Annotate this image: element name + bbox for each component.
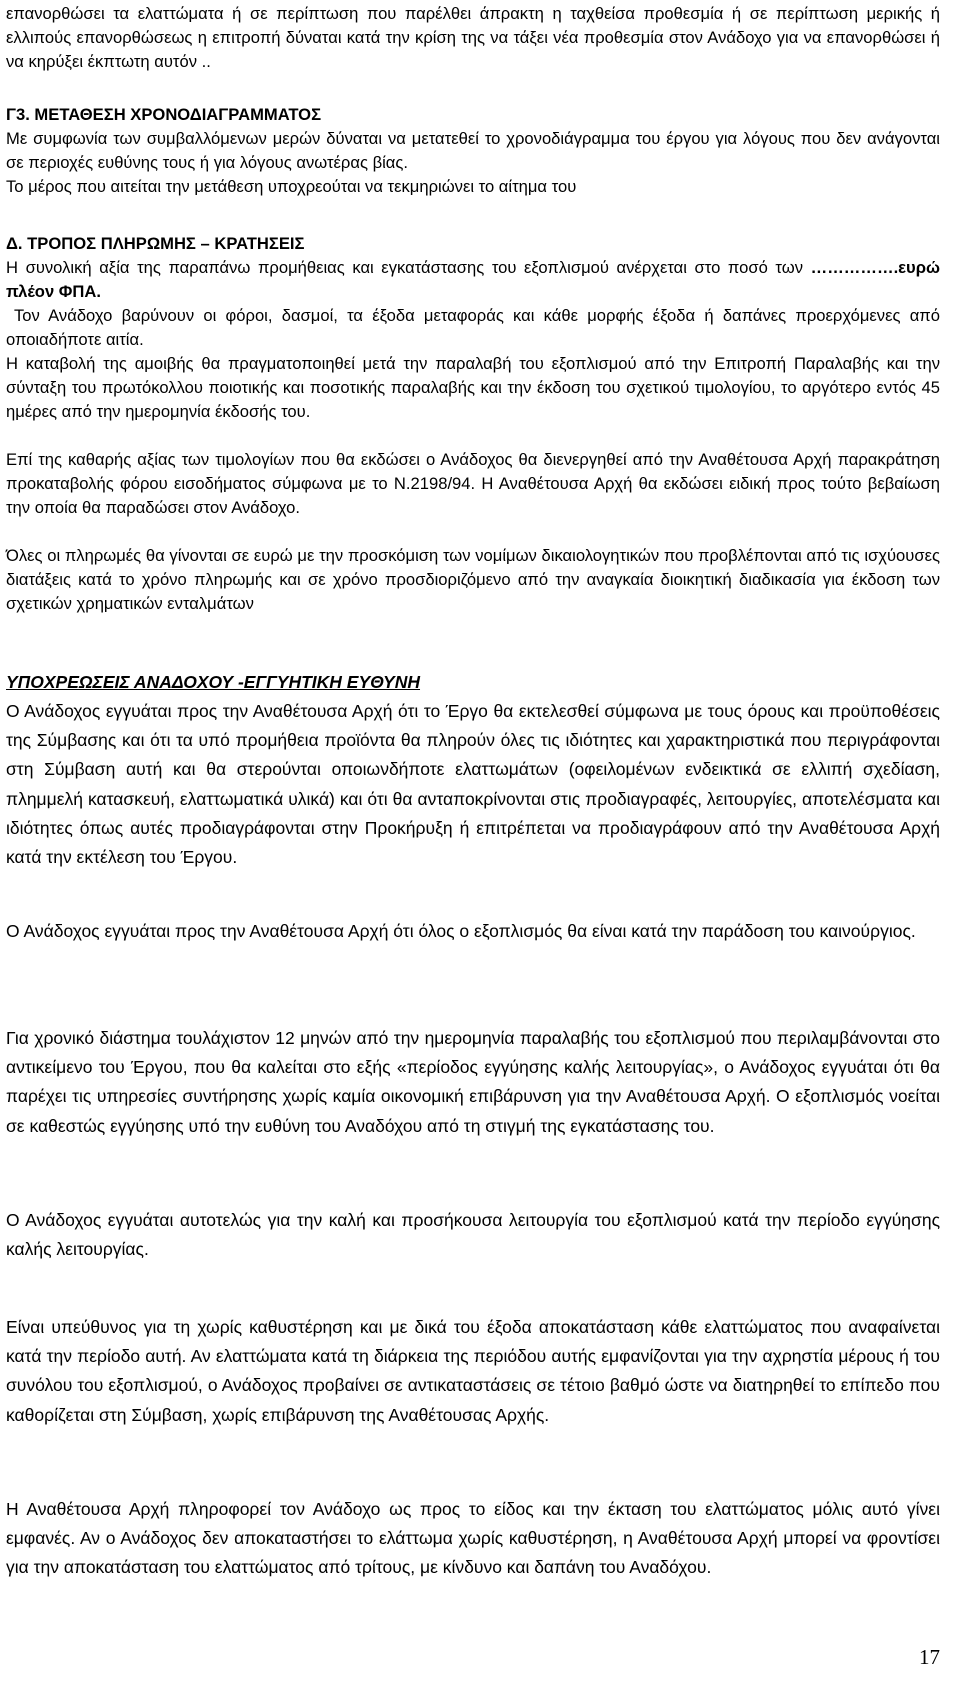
section-d-paragraph-5: Όλες οι πληρωμές θα γίνονται σε ευρώ με την προσκόμιση των νομίμων δικαιολογητικών που προβλέπονται από τις ισχύουσες διατάξεις κατά το χρόνο πληρωμής και σε χρόνο προσδιοριζόμενο από την αναγκαία διοικητική διαδικασία για έκδοση των σχετικών χρηματικών ενταλμάτων [6,546,940,613]
section-y-paragraph-4: Ο Ανάδοχος εγγυάται αυτοτελώς για την καλή και προσήκουσα λειτουργία του εξοπλισμού κατά την περίοδο εγγύησης καλής λειτουργίας. [6,1210,940,1260]
amount-value: …………….ευρώ πλέον ΦΠΑ. [6,258,941,301]
section-y-paragraph-1: Ο Ανάδοχος εγγυάται προς την Αναθέτουσα Αρχή ότι το Έργο θα εκτελεσθεί σύμφωνα με τους όρους και προϋποθέσεις της Σύμβασης και ότι τα υπό προμήθεια προϊόντα θα πληρούν όλες τις ιδιότητες και χαρακτηριστικά που περιγράφονται στη Σύμβαση αυτή και θα στερούνται οποιωνδήποτε ελαττωμάτων (οφειλομένων ενδεικτικά σε ελλιπή σχεδίαση, πλημμελή κατασκευή, ελαττωματικά υλικά) και ότι θα ανταποκρίνονται στις προδιαγραφές, λειτουργίες, αποτελέσματα και ιδιότητες όπως αυτές προδιαγράφονται στην Προκήρυξη ή επιτρέπεται να προδιαγράφουν από την Αναθέτουσα Αρχή κατά την εκτέλεση του Έργου. [6,701,940,868]
section-g3-heading: Γ3. ΜΕΤΑΘΕΣΗ ΧΡΟΝΟΔΙΑΓΡΑΜΜΑΤΟΣ [6,105,322,124]
section-d-heading: Δ. ΤΡΟΠΟΣ ΠΛΗΡΩΜΗΣ – ΚΡΑΤΗΣΕΙΣ [6,234,305,253]
page-number: 17 [919,1645,940,1669]
section-y-heading: ΥΠΟΧΡΕΩΣΕΙΣ ΑΝΑΔΟΧΟΥ -ΕΓΓΥΗΤΙΚΗ ΕΥΘΥΝΗ [6,672,421,692]
section-d-paragraph-3: Η καταβολή της αμοιβής θα πραγματοποιηθεί μετά την παραλαβή του εξοπλισμού από την Επιτροπή Παραλαβής και την σύνταξη του πρωτόκολλου ποιοτικής και ποσοτικής παραλαβής και την έκδοση του σχετικού τιμολογίου, το αργότερο εντός 45 ημέρες από την ημερομηνία έκδοσής του. [6,354,940,421]
section-y-paragraph-2: Ο Ανάδοχος εγγυάται προς την Αναθέτουσα Αρχή ότι όλος ο εξοπλισμός θα είναι κατά την παράδοση του καινούργιος. [6,921,916,941]
intro-paragraph: επανορθώσει τα ελαττώματα ή σε περίπτωση που παρέλθει άπρακτη η ταχθείσα προθεσμία ή σε περίπτωση μερικής ή ελλιπούς επανορθώσεως η επιτροπή δύναται κατά την κρίση της να τάξει νέα προθεσμία στον Ανάδοχο για να επανορθώσει ή να κηρύξει έκπτωτη αυτόν .. [6,4,940,71]
section-d-paragraph-2: Τον Ανάδοχο βαρύνουν οι φόροι, δασμοί, τα έξοδα μεταφοράς και κάθε μορφής έξοδα ή δαπάνες προερχόμενες από οποιαδήποτε αιτία. [6,306,940,349]
section-d-paragraph-1 [6,256,940,304]
section-d-paragraph-4: Επί της καθαρής αξίας των τιμολογίων που θα εκδώσει ο Ανάδοχος θα διενεργηθεί από την Αναθέτουσα Αρχή παρακράτηση προκαταβολής φόρου εισοδήματος σύμφωνα με το Ν.2198/94. Η Αναθέτουσα Αρχή θα εκδώσει ειδική προς τούτο βεβαίωση την οποία θα παραδώσει στον Ανάδοχο. [6,450,940,517]
section-y-paragraph-6: Η Αναθέτουσα Αρχή πληροφορεί τον Ανάδοχο ως προς το είδος και την έκταση του ελαττώματος μόλις αυτό γίνει εμφανές. Αν ο Ανάδοχος δεν αποκαταστήσει το ελάττωμα χωρίς καθυστέρηση, η Αναθέτουσα Αρχή μπορεί να φροντίσει για την αποκατάσταση του ελαττώματος από τρίτους, με κίνδυνο και δαπάνη του Αναδόχου. [6,1499,940,1578]
section-y-paragraph-5: Είναι υπεύθυνος για τη χωρίς καθυστέρηση και με δικά του έξοδα αποκατάσταση κάθε ελαττώματος που αναφαίνεται κατά την περίοδο αυτή. Αν ελαττώματα κατά τη διάρκεια της περιόδου αυτής εμφανίζονται για την αχρηστία μέρους ή του συνόλου του εξοπλισμού, ο Ανάδοχος προβαίνει σε αντικαταστάσεις σε τέτοιο βαθμό ώστε να διατηρηθεί το επίπεδο που καθορίζεται στη Σύμβαση, χωρίς επιβάρυνση της Αναθέτουσας Αρχής. [6,1317,940,1425]
section-g3-paragraph-2: Το μέρος που αιτείται την μετάθεση υποχρεούται να τεκμηριώνει το αίτημα του [6,177,577,196]
amount-text: Η συνολική αξία της παραπάνω προμήθειας και εγκατάστασης του εξοπλισμού ανέρχεται στο ποσό των [6,258,804,277]
section-y-paragraph-3: Για χρονικό διάστημα τουλάχιστον 12 μηνών από την ημερομηνία παραλαβής του εξοπλισμού που περιλαμβάνονται στο αντικείμενο του Έργου, που θα καλείται στο εξής «περίοδος εγγύησης καλής λειτουργίας», ο Ανάδοχος εγγυάται ότι θα παρέχει τις υπηρεσίες συντήρησης χωρίς καμία οικονομική επιβάρυνση για την Αναθέτουσα Αρχή. Ο εξοπλισμός νοείται σε καθεστώς εγγύησης υπό την ευθύνη του Αναδόχου από τη στιγμή της εγκατάστασης του. [6,1028,940,1136]
section-g3-paragraph-1: Με συμφωνία των συμβαλλόμενων μερών δύναται να μετατεθεί το χρονοδιάγραμμα του έργου για λόγους που δεν ανάγονται σε περιοχές ευθύνης τους ή για λόγους ανωτέρας βίας. [6,129,940,172]
